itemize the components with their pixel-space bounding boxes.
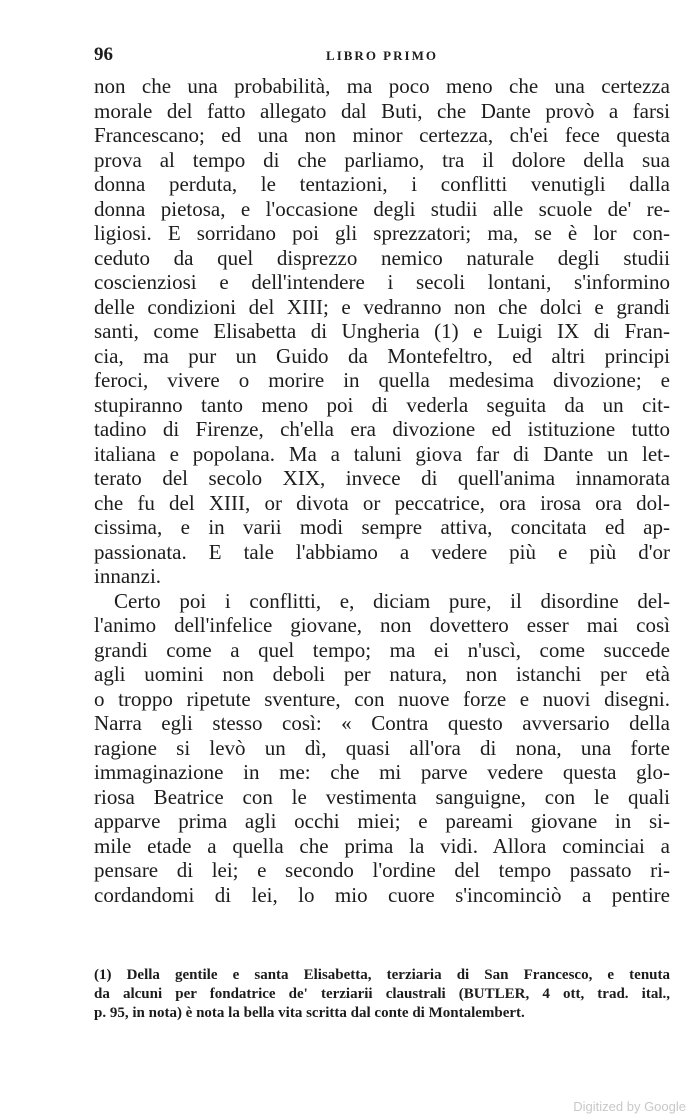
text-line: o troppo ripetute sventure, con nuove forze e nuovi disegni. (94, 686, 670, 711)
text-line: donna perduta, le tentazioni, i conflitti venutigli dalla (94, 172, 670, 196)
text-line: ceduto da quel disprezzo nemico naturale degli studii (94, 245, 670, 270)
text-line: riosa Beatrice con le vestimenta sanguigne, con le quali (94, 784, 670, 809)
text-line: passionata. E tale l'abbiamo a vedere più e più d'or (94, 539, 670, 564)
page-header (94, 44, 670, 70)
footnote-line: (1) Della gentile e santa Elisabetta, terziaria di San Francesco, e tenuta (94, 967, 670, 983)
text-line: immaginazione in me: che mi parve vedere questa glo- (94, 760, 670, 784)
text-line: ragione si levò un dì, quasi all'ora di nona, una forte (94, 735, 670, 760)
text-line: apparve prima agli occhi miei; e pareami giovane in si- (94, 809, 670, 833)
watermark: Digitized by Google (573, 1099, 686, 1114)
text-line: agli uomini non deboli per natura, non istanchi per età (94, 662, 670, 686)
text-line: feroci, vivere o morire in quella medesima divozione; e (94, 368, 670, 392)
text-line: Francescano; ed una non minor certezza, ch'ei fece questa (94, 123, 670, 147)
text-line: delle condizioni del XIII; e vedranno non che dolci e grandi (94, 294, 670, 319)
text-line: Certo poi i conflitti, e, diciam pure, il disordine del- (114, 588, 670, 613)
text-line: che fu del XIII, or divota or peccatrice, ora irosa ora dol- (94, 490, 670, 515)
text-line: cissima, e in varii modi sempre attiva, concitata ed ap- (94, 515, 670, 539)
text-line: cordandomi di lei, lo mio cuore s'incominciò a pentire (94, 882, 670, 907)
text-line: pensare di lei; e secondo l'ordine del tempo passato ri- (94, 858, 670, 882)
footnote-line: da alcuni per fondatrice de' terziarii claustrali (BUTLER, 4 ott, trad. ital., (94, 986, 670, 1002)
page-number: 96 (94, 44, 113, 65)
text-line: terato del secolo XIX, invece di quell'anima innamorata (94, 466, 670, 490)
text-line: Narra egli stesso così: « Contra questo avversario della (94, 711, 670, 735)
text-line: mile etade a quella che prima la vidi. Allora cominciai a (94, 833, 670, 858)
text-line: l'animo dell'infelice giovane, non dovettero esser mai così (94, 613, 670, 637)
text-line: morale del fatto allegato dal Buti, che Dante provò a farsi (94, 98, 670, 123)
footnotes (94, 966, 670, 1023)
text-line: prova al tempo di che parliamo, tra il dolore della sua (94, 147, 670, 172)
text-line: ligiosi. E sorridano poi gli sprezzatori; ma, se è lor con- (94, 221, 670, 245)
body-text (94, 74, 670, 907)
text-line: innanzi. (94, 564, 162, 588)
text-line: santi, come Elisabetta di Ungheria (1) e Luigi IX di Fran- (94, 319, 670, 343)
text-line: grandi come a quel tempo; ma ei n'uscì, come succede (94, 637, 670, 662)
text-line: tadino di Firenze, ch'ella era divozione ed istituzione tutto (94, 417, 670, 441)
running-head: LIBRO PRIMO (326, 48, 438, 63)
text-line: non che una probabilità, ma poco meno che una certezza (94, 74, 670, 98)
text-line: italiana e popolana. Ma a taluni giova far di Dante un let- (94, 441, 670, 466)
text-line: cia, ma pur un Guido da Montefeltro, ed altri principi (94, 343, 670, 368)
text-line: coscienziosi e dell'intendere i secoli lontani, s'informino (94, 270, 670, 294)
text-line: stupiranno tanto meno poi di vederla seguita da un cit- (94, 392, 670, 417)
footnote-line: p. 95, in nota) è nota la bella vita scritta dal conte di Montalembert. (94, 1005, 525, 1021)
text-line: donna pietosa, e l'occasione degli studii alle scuole de' re- (94, 196, 670, 221)
